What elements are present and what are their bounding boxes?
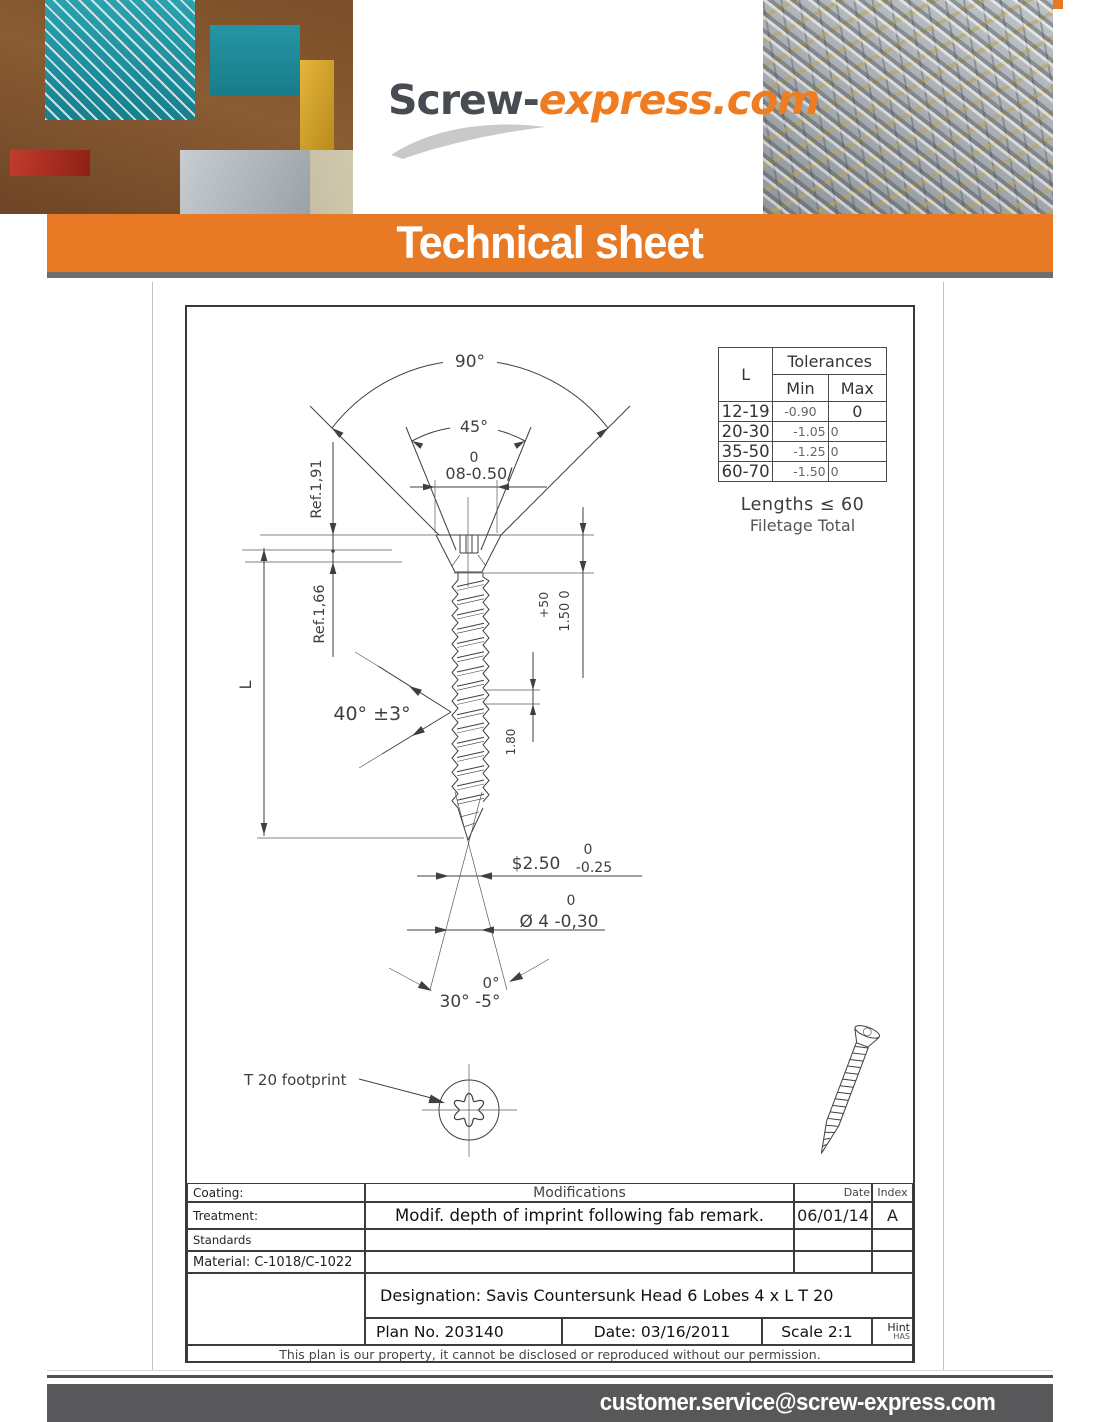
- head-dia-tol-label: 0: [469, 450, 479, 466]
- empty-cell: [872, 1229, 913, 1251]
- tip-angle-30-label: 30° -5°: [439, 992, 501, 1012]
- head-section: [242, 497, 594, 587]
- head-height-dim: [536, 507, 586, 678]
- index-header: Index: [872, 1183, 913, 1202]
- core-dia-dim: [417, 842, 642, 880]
- tol-max: 0: [828, 462, 886, 482]
- empty-cell: [187, 1273, 365, 1345]
- date-cell: Date: 03/16/2011: [562, 1318, 762, 1345]
- tol-min: -0.90: [773, 402, 828, 422]
- modification-index: A: [872, 1202, 913, 1229]
- page-rule-left: [152, 282, 153, 1371]
- customer-service-email-link[interactable]: customer.service@screw-express.com: [599, 1389, 995, 1416]
- table-row: [719, 462, 887, 482]
- angle-45-label: 45°: [459, 417, 489, 436]
- empty-cell: [872, 1251, 913, 1273]
- empty-cell: [365, 1251, 794, 1273]
- footer-divider-light: [47, 1370, 1053, 1371]
- tol-min: -1.05: [773, 422, 828, 442]
- angle-90-label: 90°: [454, 352, 486, 372]
- tol-max: 0: [828, 402, 886, 422]
- page-rule-right: [943, 282, 944, 1371]
- banner-shadow: [47, 272, 1053, 278]
- header: [0, 0, 1100, 214]
- footer-divider-dark: [47, 1375, 1053, 1378]
- footer-bar: [47, 1384, 1053, 1422]
- tol-range: 20-30: [719, 422, 773, 442]
- tol-col-tolerances: Tolerances: [773, 348, 887, 375]
- table-row: [719, 422, 887, 442]
- modification-text: Modif. depth of imprint following fab remark.: [365, 1202, 794, 1229]
- drawing-frame: [185, 305, 915, 1363]
- technical-sheet-banner: [47, 214, 1053, 272]
- material-label: Material: C-1018/C-1022: [187, 1251, 365, 1273]
- logo-swoosh-icon: [388, 118, 553, 160]
- property-note: This plan is our property, it cannot be disclosed or reproduced without our permission.: [187, 1345, 913, 1363]
- scale-cell: Scale 2:1: [762, 1318, 872, 1345]
- table-row: [719, 402, 887, 422]
- tol-max: 0: [828, 442, 886, 462]
- date-header: Date: [794, 1183, 872, 1202]
- logo-text-express: express.com: [538, 76, 819, 124]
- tol-min: -1.50: [773, 462, 828, 482]
- ref-191-label: Ref.1,91: [309, 459, 325, 519]
- mini-screw-illustration: [809, 1023, 881, 1158]
- footprint-label: T 20 footprint: [244, 1071, 347, 1089]
- countersink-angle-dims: [310, 345, 630, 550]
- lengths-note-line1: Lengths ≤ 60: [740, 495, 865, 515]
- od-dia-label: Ø 4 -0,30: [519, 912, 599, 932]
- tolerances-table: [718, 347, 887, 482]
- lengths-note: [718, 495, 887, 535]
- ref-166-label: Ref.1,66: [312, 584, 328, 644]
- workbench-photo: [0, 0, 353, 214]
- plan-no-cell: Plan No. 203140: [365, 1318, 562, 1345]
- pitch-label: 1.80: [504, 728, 518, 756]
- hint-label: Hint: [887, 1321, 910, 1334]
- outer-dia-dim: [407, 893, 605, 934]
- empty-cell: [794, 1229, 872, 1251]
- table-row: [719, 442, 887, 462]
- empty-cell: [794, 1251, 872, 1273]
- od-tol-label: 0: [566, 893, 576, 909]
- title-block: [187, 1183, 913, 1363]
- tol-col-max: Max: [828, 375, 886, 402]
- pitch-dim: [484, 652, 540, 755]
- tol-min: -1.25: [773, 442, 828, 462]
- logo-text-screw: Screw-: [388, 76, 539, 124]
- tip-angle-0-label: 0°: [482, 974, 500, 992]
- tol-col-min: Min: [773, 375, 828, 402]
- modification-date: 06/01/14: [794, 1202, 872, 1229]
- core-dia-label: $2.50: [511, 854, 561, 874]
- coating-label: Coating:: [187, 1183, 365, 1202]
- lengths-note-line2: Filetage Total: [749, 516, 856, 535]
- head-height-tol-label: +50: [536, 591, 551, 619]
- thread-angle-label: 40° ±3°: [333, 703, 411, 725]
- thread-angle-dim: [333, 652, 451, 768]
- length-dim: [236, 548, 464, 838]
- banner-title: Technical sheet: [396, 217, 704, 268]
- empty-cell: [365, 1229, 794, 1251]
- hint-value: HAS: [893, 1332, 910, 1341]
- tol-col-l: L: [719, 348, 773, 402]
- modifications-header: Modifications: [365, 1183, 794, 1202]
- tip-angle-dims: [389, 959, 549, 1012]
- screw-body: [430, 573, 507, 990]
- hint-cell: [872, 1318, 913, 1345]
- tol-range: 35-50: [719, 442, 773, 462]
- head-dia-label: 08-0.50/: [445, 464, 513, 483]
- torx-footprint: [243, 1064, 517, 1157]
- tol-max: 0: [828, 422, 886, 442]
- treatment-label: Treatment:: [187, 1202, 365, 1229]
- length-label: L: [236, 680, 255, 690]
- core-tol-bot-label: -0.25: [575, 860, 613, 876]
- tol-range: 12-19: [719, 402, 773, 422]
- corner-accent: [1053, 0, 1063, 9]
- standards-label: Standards: [187, 1229, 365, 1251]
- designation-cell: Designation: Savis Countersunk Head 6 Lobes 4 x L T 20: [365, 1273, 913, 1318]
- tol-range: 60-70: [719, 462, 773, 482]
- head-height-label: 1.50 0: [558, 590, 573, 632]
- core-tol-top-label: 0: [583, 842, 593, 858]
